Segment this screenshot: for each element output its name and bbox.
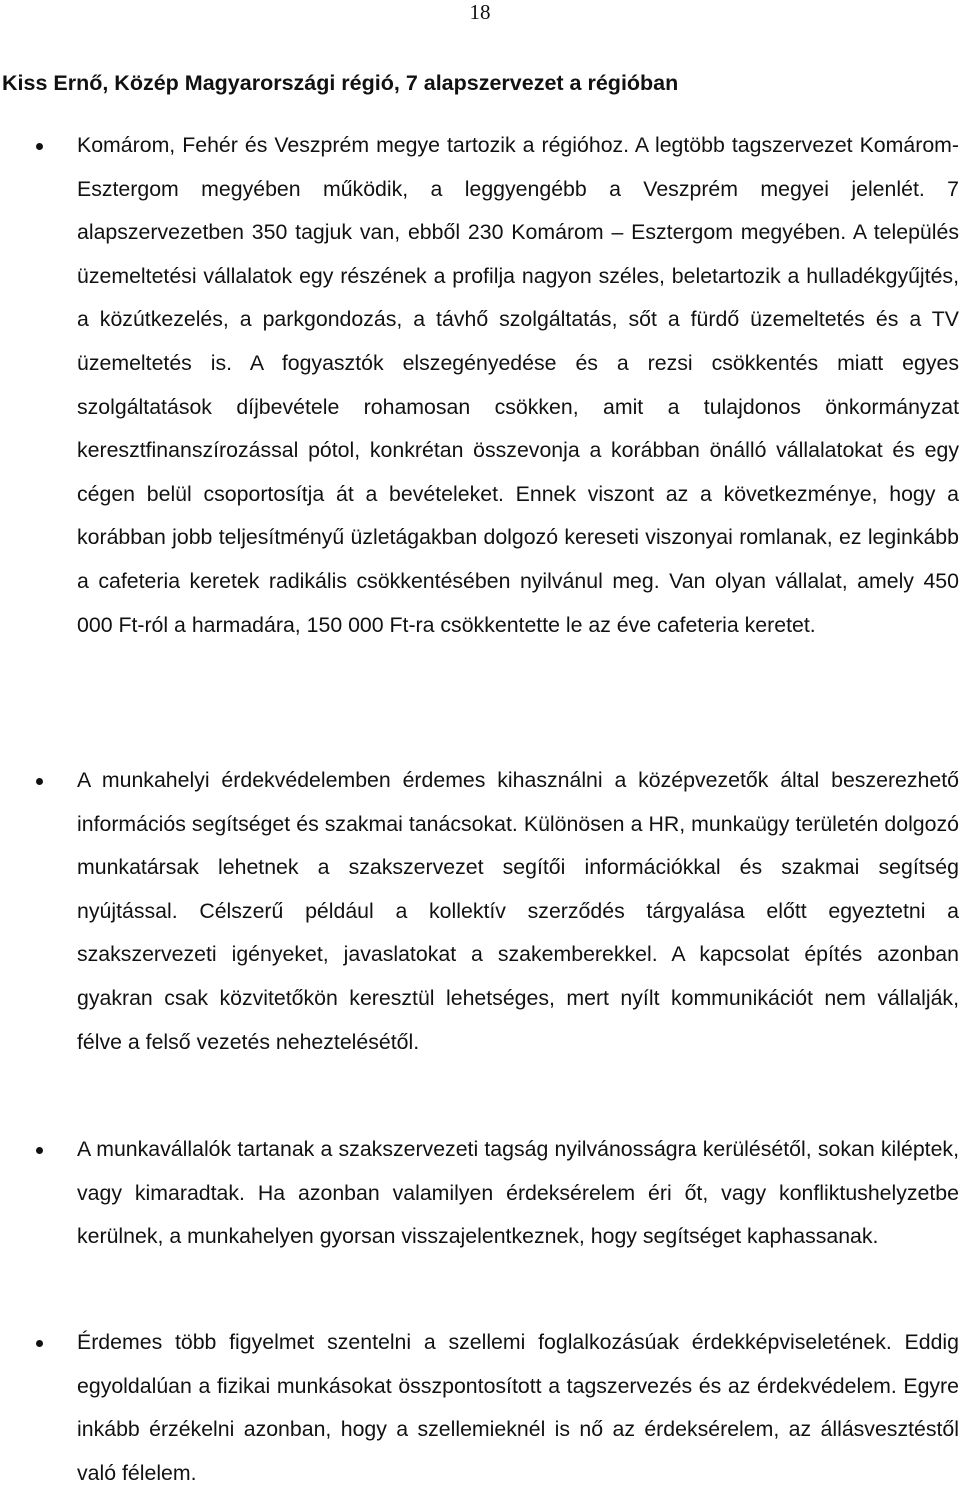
bullet-dot-icon bbox=[36, 1147, 43, 1154]
section-heading: Kiss Ernő, Közép Magyarországi régió, 7 alapszervezet a régióban bbox=[2, 71, 679, 95]
bullet-item-1 bbox=[77, 124, 959, 647]
bullet-item-3 bbox=[77, 1128, 959, 1259]
bullet-dot-icon bbox=[36, 778, 43, 785]
page-number: 18 bbox=[469, 0, 491, 24]
bullet-text: Komárom, Fehér és Veszprém megye tartozik a régióhoz. A legtöbb tagszervezet Komárom-Esztergom megyében működik, a leggyengébb a Veszprém megyei jelenlét. 7 alapszervezetben 350 tagjuk van, ebből 230 Komárom – Esztergom megyében. A település üzemeltetési vállalatok egy részének a profilja nagyon széles, beletartozik a hulladékgyűjtés, a közútkezelés, a parkgondozás, a távhő szolgáltatás, sőt a fürdő üzemeltetés és a TV üzemeltetés is. A fogyasztók elszegényedése és a rezsi csökkentés miatt egyes szolgáltatások díjbevétele rohamosan csökken, amit a tulajdonos önkormányzat keresztfinanszírozással pótol, konkrétan összevonja a korábban önálló vállalatokat és egy cégen belül csoportosítja át a bevételeket. Ennek viszont az a következménye, hogy a korábban jobb teljesítményű üzletágakban dolgozó kereseti viszonyai romlanak, ez leginkább a cafeteria keretek radikális csökkentésében nyilvánul meg. Van olyan vállalat, amely 450 000 Ft-ról a harmadára, 150 000 Ft-ra csökkentette le az éve cafeteria keretet. bbox=[77, 133, 959, 637]
bullet-dot-icon bbox=[36, 1340, 43, 1347]
bullet-dot-icon bbox=[36, 143, 43, 150]
bullet-text: A munkavállalók tartanak a szakszervezeti tagság nyilvánosságra kerülésétől, sokan kiléptek, vagy kimaradtak. Ha azonban valamilyen érdeksérelem éri őt, vagy konfliktushelyzetbe kerülnek, a munkahelyen gyorsan visszajelentkeznek, hogy segítséget kaphassanak. bbox=[77, 1137, 959, 1249]
bullet-item-2 bbox=[77, 759, 959, 1064]
bullet-text: A munkahelyi érdekvédelemben érdemes kihasználni a középvezetők által beszerezhető információs segítséget és szakmai tanácsokat. Különösen a HR, munkaügy területén dolgozó munkatársak lehetnek a szakszervezet segítői információkkal és szakmai segítség nyújtással. Célszerű például a kollektív szerződés tárgyalása előtt egyeztetni a szakszervezeti igényeket, javaslatokat a szakemberekkel. A kapcsolat építés azonban gyakran csak közvitetőkön keresztül lehetséges, mert nyílt kommunikációt nem vállalják, félve a felső vezetés neheztelésétől. bbox=[77, 768, 959, 1054]
bullet-item-4 bbox=[77, 1321, 959, 1495]
bullet-text: Érdemes több figyelmet szentelni a szellemi foglalkozásúak érdekképviseletének. Eddig egyoldalúan a fizikai munkásokat összpontosított a tagszervezés és az érdekvédelem. Egyre inkább érzékelni azonban, hogy a szellemieknél is nő az érdeksérelem, az állásvesztéstől való félelem. bbox=[77, 1330, 959, 1485]
